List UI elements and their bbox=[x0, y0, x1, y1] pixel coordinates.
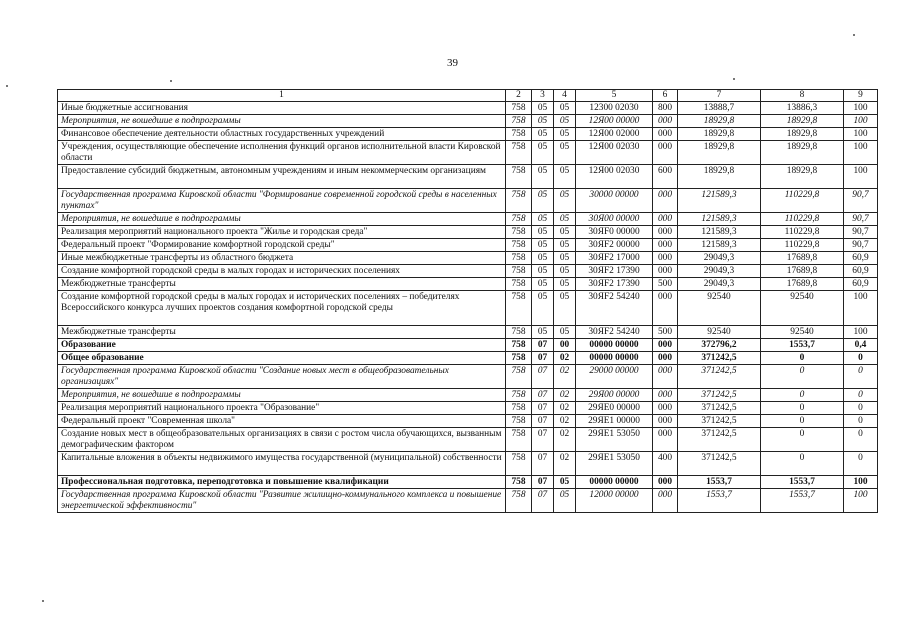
percent-executed: 90,7 bbox=[844, 213, 878, 226]
amount-planned: 18929,8 bbox=[678, 165, 761, 189]
code-target: 00000 00000 bbox=[576, 476, 653, 489]
amount-executed: 0 bbox=[761, 415, 844, 428]
percent-executed: 0 bbox=[844, 352, 878, 365]
row-name: Учреждения, осуществляющие обеспечение исполнения функций органов исполнительной власти Кировской области bbox=[58, 141, 506, 165]
percent-executed: 100 bbox=[844, 476, 878, 489]
scan-speck bbox=[733, 78, 735, 80]
code-target: 12Я00 02030 bbox=[576, 165, 653, 189]
amount-planned: 18929,8 bbox=[678, 115, 761, 128]
scan-speck bbox=[6, 85, 8, 87]
table-row bbox=[58, 415, 878, 428]
code-admin: 758 bbox=[506, 278, 532, 291]
code-section: 07 bbox=[532, 415, 554, 428]
percent-executed: 0,4 bbox=[844, 339, 878, 352]
amount-planned: 371242,5 bbox=[678, 389, 761, 402]
code-expense-type: 000 bbox=[653, 252, 678, 265]
code-subsection: 05 bbox=[554, 226, 576, 239]
percent-executed: 100 bbox=[844, 165, 878, 189]
amount-executed: 92540 bbox=[761, 291, 844, 326]
percent-executed: 90,7 bbox=[844, 239, 878, 252]
column-header: 1 bbox=[58, 90, 506, 102]
amount-executed: 0 bbox=[761, 365, 844, 389]
amount-planned: 372796,2 bbox=[678, 339, 761, 352]
amount-executed: 110229,8 bbox=[761, 189, 844, 213]
amount-executed: 17689,8 bbox=[761, 252, 844, 265]
code-admin: 758 bbox=[506, 252, 532, 265]
code-admin: 758 bbox=[506, 213, 532, 226]
code-section: 05 bbox=[532, 278, 554, 291]
table-row bbox=[58, 489, 878, 513]
amount-planned: 13888,7 bbox=[678, 102, 761, 115]
code-target: 29ЯЕ1 53050 bbox=[576, 452, 653, 476]
amount-planned: 29049,3 bbox=[678, 252, 761, 265]
scan-speck bbox=[170, 80, 172, 82]
code-subsection: 02 bbox=[554, 402, 576, 415]
amount-executed: 18929,8 bbox=[761, 141, 844, 165]
code-section: 05 bbox=[532, 189, 554, 213]
code-subsection: 02 bbox=[554, 428, 576, 452]
percent-executed: 0 bbox=[844, 428, 878, 452]
code-section: 07 bbox=[532, 352, 554, 365]
code-target: 30ЯF2 54240 bbox=[576, 291, 653, 326]
code-target: 29Я00 00000 bbox=[576, 389, 653, 402]
code-admin: 758 bbox=[506, 452, 532, 476]
percent-executed: 100 bbox=[844, 115, 878, 128]
amount-planned: 18929,8 bbox=[678, 128, 761, 141]
code-subsection: 00 bbox=[554, 339, 576, 352]
code-target: 00000 00000 bbox=[576, 352, 653, 365]
code-section: 07 bbox=[532, 489, 554, 513]
table-row bbox=[58, 213, 878, 226]
code-subsection: 05 bbox=[554, 265, 576, 278]
amount-executed: 92540 bbox=[761, 326, 844, 339]
table-row bbox=[58, 102, 878, 115]
code-target: 30ЯF0 00000 bbox=[576, 226, 653, 239]
code-target: 30ЯF2 00000 bbox=[576, 239, 653, 252]
column-header-row bbox=[58, 90, 878, 102]
code-admin: 758 bbox=[506, 326, 532, 339]
amount-executed: 18929,8 bbox=[761, 128, 844, 141]
code-expense-type: 000 bbox=[653, 189, 678, 213]
row-name: Капитальные вложения в объекты недвижимого имущества государственной (муниципальной) собственности bbox=[58, 452, 506, 476]
amount-executed: 18929,8 bbox=[761, 115, 844, 128]
table-row bbox=[58, 226, 878, 239]
row-name: Создание новых мест в общеобразовательных организациях в связи с ростом числа обучающихся, вызванным демографическим фактором bbox=[58, 428, 506, 452]
percent-executed: 100 bbox=[844, 128, 878, 141]
code-admin: 758 bbox=[506, 189, 532, 213]
amount-executed: 13886,3 bbox=[761, 102, 844, 115]
code-admin: 758 bbox=[506, 226, 532, 239]
table-row bbox=[58, 402, 878, 415]
table-row bbox=[58, 252, 878, 265]
code-subsection: 05 bbox=[554, 291, 576, 326]
percent-executed: 100 bbox=[844, 326, 878, 339]
column-header: 6 bbox=[653, 90, 678, 102]
code-subsection: 05 bbox=[554, 189, 576, 213]
row-name: Мероприятия, не вошедшие в подпрограммы bbox=[58, 115, 506, 128]
code-subsection: 02 bbox=[554, 352, 576, 365]
percent-executed: 0 bbox=[844, 365, 878, 389]
percent-executed: 60,9 bbox=[844, 252, 878, 265]
code-admin: 758 bbox=[506, 291, 532, 326]
code-expense-type: 400 bbox=[653, 452, 678, 476]
percent-executed: 100 bbox=[844, 141, 878, 165]
amount-executed: 110229,8 bbox=[761, 213, 844, 226]
code-section: 07 bbox=[532, 365, 554, 389]
code-target: 12300 02030 bbox=[576, 102, 653, 115]
column-header: 9 bbox=[844, 90, 878, 102]
code-subsection: 05 bbox=[554, 252, 576, 265]
code-admin: 758 bbox=[506, 428, 532, 452]
code-section: 05 bbox=[532, 239, 554, 252]
code-subsection: 02 bbox=[554, 389, 576, 402]
amount-executed: 0 bbox=[761, 452, 844, 476]
code-admin: 758 bbox=[506, 141, 532, 165]
percent-executed: 0 bbox=[844, 415, 878, 428]
table-row bbox=[58, 239, 878, 252]
table-row bbox=[58, 265, 878, 278]
code-target: 30ЯF2 17390 bbox=[576, 265, 653, 278]
row-name: Общее образование bbox=[58, 352, 506, 365]
row-name: Межбюджетные трансферты bbox=[58, 278, 506, 291]
column-header: 2 bbox=[506, 90, 532, 102]
amount-planned: 1553,7 bbox=[678, 476, 761, 489]
code-admin: 758 bbox=[506, 402, 532, 415]
column-header: 3 bbox=[532, 90, 554, 102]
amount-executed: 17689,8 bbox=[761, 265, 844, 278]
table-row bbox=[58, 115, 878, 128]
amount-planned: 371242,5 bbox=[678, 452, 761, 476]
row-name: Иные межбюджетные трансферты из областного бюджета bbox=[58, 252, 506, 265]
code-subsection: 05 bbox=[554, 165, 576, 189]
percent-executed: 90,7 bbox=[844, 189, 878, 213]
table-row bbox=[58, 389, 878, 402]
code-admin: 758 bbox=[506, 476, 532, 489]
amount-executed: 0 bbox=[761, 402, 844, 415]
code-target: 30Я00 00000 bbox=[576, 213, 653, 226]
row-name: Федеральный проект "Формирование комфортной городской среды" bbox=[58, 239, 506, 252]
code-expense-type: 000 bbox=[653, 213, 678, 226]
code-section: 05 bbox=[532, 165, 554, 189]
table-row bbox=[58, 365, 878, 389]
code-target: 12Я00 02030 bbox=[576, 141, 653, 165]
budget-table bbox=[57, 89, 878, 513]
code-target: 29000 00000 bbox=[576, 365, 653, 389]
row-name: Федеральный проект "Современная школа" bbox=[58, 415, 506, 428]
code-target: 30ЯF2 54240 bbox=[576, 326, 653, 339]
amount-executed: 17689,8 bbox=[761, 278, 844, 291]
code-expense-type: 000 bbox=[653, 389, 678, 402]
code-expense-type: 000 bbox=[653, 365, 678, 389]
amount-planned: 121589,3 bbox=[678, 189, 761, 213]
code-expense-type: 000 bbox=[653, 239, 678, 252]
code-section: 07 bbox=[532, 339, 554, 352]
table-row bbox=[58, 476, 878, 489]
code-expense-type: 000 bbox=[653, 428, 678, 452]
code-section: 05 bbox=[532, 326, 554, 339]
row-name: Создание комфортной городской среды в малых городах и исторических поселениях – победителях Всероссийского конкурса лучших проектов создания комфортной городской среды bbox=[58, 291, 506, 326]
percent-executed: 60,9 bbox=[844, 278, 878, 291]
column-header: 8 bbox=[761, 90, 844, 102]
amount-planned: 29049,3 bbox=[678, 278, 761, 291]
code-expense-type: 000 bbox=[653, 141, 678, 165]
row-name: Государственная программа Кировской области "Развитие жилищно-коммунального комплекса и повышение энергетической эффективности" bbox=[58, 489, 506, 513]
amount-executed: 110229,8 bbox=[761, 226, 844, 239]
percent-executed: 0 bbox=[844, 402, 878, 415]
row-name: Мероприятия, не вошедшие в подпрограммы bbox=[58, 213, 506, 226]
code-admin: 758 bbox=[506, 352, 532, 365]
code-subsection: 05 bbox=[554, 489, 576, 513]
amount-planned: 18929,8 bbox=[678, 141, 761, 165]
code-section: 05 bbox=[532, 128, 554, 141]
percent-executed: 100 bbox=[844, 489, 878, 513]
code-target: 12Я00 00000 bbox=[576, 115, 653, 128]
amount-executed: 0 bbox=[761, 428, 844, 452]
code-expense-type: 000 bbox=[653, 415, 678, 428]
code-admin: 758 bbox=[506, 165, 532, 189]
code-subsection: 05 bbox=[554, 326, 576, 339]
code-section: 05 bbox=[532, 141, 554, 165]
percent-executed: 0 bbox=[844, 452, 878, 476]
table-row bbox=[58, 278, 878, 291]
amount-executed: 18929,8 bbox=[761, 165, 844, 189]
code-expense-type: 000 bbox=[653, 339, 678, 352]
code-target: 12Я00 02000 bbox=[576, 128, 653, 141]
code-target: 12000 00000 bbox=[576, 489, 653, 513]
row-name: Реализация мероприятий национального проекта "Образование" bbox=[58, 402, 506, 415]
code-subsection: 05 bbox=[554, 102, 576, 115]
code-subsection: 05 bbox=[554, 278, 576, 291]
code-section: 07 bbox=[532, 452, 554, 476]
code-section: 07 bbox=[532, 389, 554, 402]
scan-speck bbox=[853, 34, 855, 36]
amount-executed: 0 bbox=[761, 389, 844, 402]
table-row bbox=[58, 291, 878, 326]
table-row bbox=[58, 428, 878, 452]
code-admin: 758 bbox=[506, 389, 532, 402]
code-target: 30000 00000 bbox=[576, 189, 653, 213]
code-subsection: 05 bbox=[554, 476, 576, 489]
amount-planned: 92540 bbox=[678, 326, 761, 339]
code-expense-type: 000 bbox=[653, 489, 678, 513]
row-name: Иные бюджетные ассигнования bbox=[58, 102, 506, 115]
code-target: 30ЯF2 17390 bbox=[576, 278, 653, 291]
code-expense-type: 000 bbox=[653, 265, 678, 278]
code-expense-type: 000 bbox=[653, 352, 678, 365]
code-admin: 758 bbox=[506, 365, 532, 389]
row-name: Создание комфортной городской среды в малых городах и исторических поселениях bbox=[58, 265, 506, 278]
code-subsection: 05 bbox=[554, 213, 576, 226]
code-admin: 758 bbox=[506, 239, 532, 252]
percent-executed: 90,7 bbox=[844, 226, 878, 239]
row-name: Межбюджетные трансферты bbox=[58, 326, 506, 339]
amount-planned: 371242,5 bbox=[678, 402, 761, 415]
code-admin: 758 bbox=[506, 415, 532, 428]
code-section: 05 bbox=[532, 226, 554, 239]
amount-executed: 1553,7 bbox=[761, 476, 844, 489]
row-name: Мероприятия, не вошедшие в подпрограммы bbox=[58, 389, 506, 402]
code-subsection: 02 bbox=[554, 452, 576, 476]
amount-executed: 1553,7 bbox=[761, 489, 844, 513]
code-section: 05 bbox=[532, 115, 554, 128]
code-section: 05 bbox=[532, 252, 554, 265]
code-expense-type: 600 bbox=[653, 165, 678, 189]
table-row bbox=[58, 339, 878, 352]
code-expense-type: 500 bbox=[653, 278, 678, 291]
table-row bbox=[58, 141, 878, 165]
table-row bbox=[58, 326, 878, 339]
code-admin: 758 bbox=[506, 102, 532, 115]
code-target: 29ЯЕ0 00000 bbox=[576, 402, 653, 415]
code-expense-type: 800 bbox=[653, 102, 678, 115]
column-header: 4 bbox=[554, 90, 576, 102]
percent-executed: 60,9 bbox=[844, 265, 878, 278]
amount-planned: 371242,5 bbox=[678, 365, 761, 389]
code-expense-type: 000 bbox=[653, 226, 678, 239]
row-name: Финансовое обеспечение деятельности областных государственных учреждений bbox=[58, 128, 506, 141]
row-name: Государственная программа Кировской области "Создание новых мест в общеобразовательных организациях" bbox=[58, 365, 506, 389]
code-admin: 758 bbox=[506, 128, 532, 141]
code-subsection: 02 bbox=[554, 415, 576, 428]
percent-executed: 100 bbox=[844, 291, 878, 326]
amount-planned: 1553,7 bbox=[678, 489, 761, 513]
amount-planned: 92540 bbox=[678, 291, 761, 326]
column-header: 5 bbox=[576, 90, 653, 102]
amount-planned: 121589,3 bbox=[678, 213, 761, 226]
column-header: 7 bbox=[678, 90, 761, 102]
code-expense-type: 000 bbox=[653, 291, 678, 326]
code-expense-type: 000 bbox=[653, 115, 678, 128]
percent-executed: 100 bbox=[844, 102, 878, 115]
percent-executed: 0 bbox=[844, 389, 878, 402]
row-name: Образование bbox=[58, 339, 506, 352]
amount-executed: 0 bbox=[761, 352, 844, 365]
code-section: 05 bbox=[532, 213, 554, 226]
code-expense-type: 000 bbox=[653, 128, 678, 141]
amount-planned: 371242,5 bbox=[678, 352, 761, 365]
amount-executed: 1553,7 bbox=[761, 339, 844, 352]
table-row bbox=[58, 128, 878, 141]
code-section: 05 bbox=[532, 102, 554, 115]
code-section: 05 bbox=[532, 291, 554, 326]
scan-speck bbox=[42, 600, 44, 602]
table-row bbox=[58, 189, 878, 213]
amount-planned: 371242,5 bbox=[678, 415, 761, 428]
code-expense-type: 000 bbox=[653, 402, 678, 415]
code-section: 07 bbox=[532, 402, 554, 415]
code-subsection: 02 bbox=[554, 365, 576, 389]
row-name: Реализация мероприятий национального проекта "Жилье и городская среда" bbox=[58, 226, 506, 239]
page-number: 39 bbox=[447, 57, 458, 69]
code-section: 05 bbox=[532, 265, 554, 278]
amount-planned: 121589,3 bbox=[678, 239, 761, 252]
amount-planned: 121589,3 bbox=[678, 226, 761, 239]
row-name: Предоставление субсидий бюджетным, автономным учреждениям и иным некоммерческим организациям bbox=[58, 165, 506, 189]
amount-planned: 371242,5 bbox=[678, 428, 761, 452]
code-admin: 758 bbox=[506, 489, 532, 513]
code-subsection: 05 bbox=[554, 141, 576, 165]
amount-planned: 29049,3 bbox=[678, 265, 761, 278]
code-subsection: 05 bbox=[554, 239, 576, 252]
code-section: 07 bbox=[532, 476, 554, 489]
code-admin: 758 bbox=[506, 265, 532, 278]
code-subsection: 05 bbox=[554, 115, 576, 128]
table-row bbox=[58, 452, 878, 476]
code-target: 29ЯЕ1 53050 bbox=[576, 428, 653, 452]
code-admin: 758 bbox=[506, 339, 532, 352]
amount-executed: 110229,8 bbox=[761, 239, 844, 252]
code-target: 30ЯF2 17000 bbox=[576, 252, 653, 265]
code-expense-type: 500 bbox=[653, 326, 678, 339]
code-target: 00000 00000 bbox=[576, 339, 653, 352]
table-row bbox=[58, 352, 878, 365]
code-expense-type: 000 bbox=[653, 476, 678, 489]
code-subsection: 05 bbox=[554, 128, 576, 141]
row-name: Профессиональная подготовка, переподготовка и повышение квалификации bbox=[58, 476, 506, 489]
code-target: 29ЯЕ1 00000 bbox=[576, 415, 653, 428]
row-name: Государственная программа Кировской области "Формирование современной городской среды в населенных пунктах" bbox=[58, 189, 506, 213]
code-admin: 758 bbox=[506, 115, 532, 128]
table-row bbox=[58, 165, 878, 189]
code-section: 07 bbox=[532, 428, 554, 452]
